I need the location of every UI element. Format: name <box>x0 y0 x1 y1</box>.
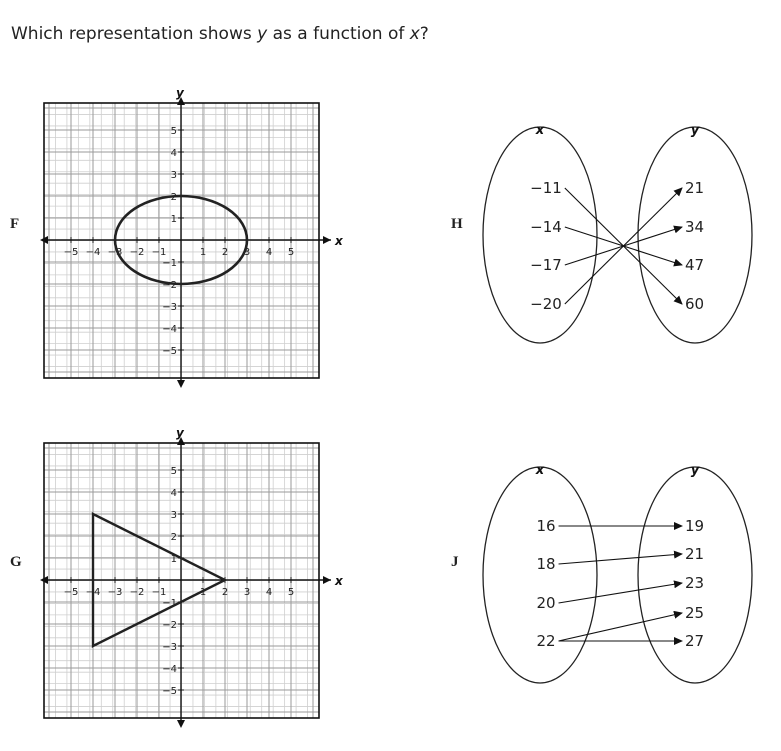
option-label-j: J <box>451 554 459 570</box>
range-header: y <box>690 123 700 138</box>
x-tick-label: 5 <box>287 247 295 258</box>
domain-value: 16 <box>536 517 556 535</box>
x-tick-label: −1 <box>151 587 167 598</box>
y-axis-label: y <box>176 86 184 100</box>
y-tick-label: −1 <box>162 598 177 609</box>
y-tick-label: 4 <box>170 148 177 159</box>
range-header: y <box>690 463 700 478</box>
x-tick-label: 1 <box>199 247 207 258</box>
y-tick-label: 4 <box>170 488 177 499</box>
range-value: 19 <box>685 517 705 535</box>
question-part-1: Which representation shows <box>11 24 258 44</box>
question-var-x: x <box>409 24 420 44</box>
range-value: 34 <box>685 218 705 236</box>
option-label-g: G <box>10 554 22 570</box>
x-tick-label: −5 <box>63 587 79 598</box>
y-axis-label: y <box>176 426 184 440</box>
domain-value: −11 <box>530 179 562 197</box>
mapping-arrow <box>559 554 682 564</box>
x-tick-label: 5 <box>287 587 295 598</box>
range-value: 60 <box>685 295 705 313</box>
question-part-3: ? <box>419 24 429 44</box>
x-tick-label: −1 <box>151 247 167 258</box>
y-tick-label: 1 <box>170 214 177 225</box>
domain-oval <box>483 467 597 683</box>
x-tick-label: 1 <box>199 587 207 598</box>
domain-value: −14 <box>530 218 562 236</box>
x-tick-label: 3 <box>243 247 251 258</box>
x-axis-arrow <box>323 236 331 244</box>
option-label-h: H <box>451 216 463 232</box>
y-tick-label: −2 <box>162 280 177 291</box>
x-tick-label: 4 <box>265 247 273 258</box>
x-tick-label: 2 <box>221 587 229 598</box>
y-axis-arrow-bottom <box>177 720 185 728</box>
graph-g <box>0 420 360 730</box>
range-value: 23 <box>685 574 705 592</box>
range-value: 21 <box>685 179 705 197</box>
domain-value: −20 <box>530 295 562 313</box>
x-tick-label: −3 <box>107 247 123 258</box>
y-axis-arrow-bottom <box>177 380 185 388</box>
y-tick-label: 2 <box>170 192 177 203</box>
y-tick-label: 2 <box>170 532 177 543</box>
x-tick-label: 2 <box>221 247 229 258</box>
y-tick-label: −2 <box>162 620 177 631</box>
y-tick-label: 5 <box>170 126 177 137</box>
y-tick-label: −5 <box>162 346 177 357</box>
x-axis-arrow <box>323 576 331 584</box>
domain-value: 22 <box>536 632 556 650</box>
y-tick-label: −1 <box>162 258 177 269</box>
range-value: 27 <box>685 632 705 650</box>
y-tick-label: −5 <box>162 686 177 697</box>
x-tick-label: −4 <box>85 247 101 258</box>
x-tick-label: −3 <box>107 587 123 598</box>
y-tick-label: 1 <box>170 554 177 565</box>
question-part-2: as a function of <box>267 24 410 44</box>
y-tick-label: 3 <box>170 510 177 521</box>
mapping-arrow <box>559 583 682 603</box>
question-var-y: y <box>257 24 268 44</box>
y-tick-label: −3 <box>162 302 177 313</box>
domain-value: −17 <box>530 256 562 274</box>
x-tick-label: 4 <box>265 587 273 598</box>
range-value: 47 <box>685 256 705 274</box>
range-value: 21 <box>685 545 705 563</box>
y-tick-label: −3 <box>162 642 177 653</box>
mapping-diagram-h <box>470 110 770 360</box>
domain-value: 18 <box>536 555 556 573</box>
domain-header: x <box>535 123 545 138</box>
domain-value: 20 <box>536 594 556 612</box>
y-tick-label: −4 <box>162 324 177 335</box>
y-tick-label: 3 <box>170 170 177 181</box>
range-value: 25 <box>685 604 705 622</box>
x-tick-label: −5 <box>63 247 79 258</box>
mapping-arrow <box>559 613 682 641</box>
question-text <box>11 24 429 44</box>
domain-header: x <box>535 463 545 478</box>
y-tick-label: −4 <box>162 664 177 675</box>
x-tick-label: −2 <box>129 247 145 258</box>
x-tick-label: 3 <box>243 587 251 598</box>
graph-f <box>0 80 360 390</box>
x-tick-label: −4 <box>85 587 101 598</box>
x-tick-label: −2 <box>129 587 145 598</box>
mapping-diagram-j <box>470 450 770 700</box>
option-label-f: F <box>10 216 20 232</box>
y-tick-label: 5 <box>170 466 177 477</box>
x-axis-label: x <box>335 574 343 588</box>
x-axis-label: x <box>335 234 343 248</box>
